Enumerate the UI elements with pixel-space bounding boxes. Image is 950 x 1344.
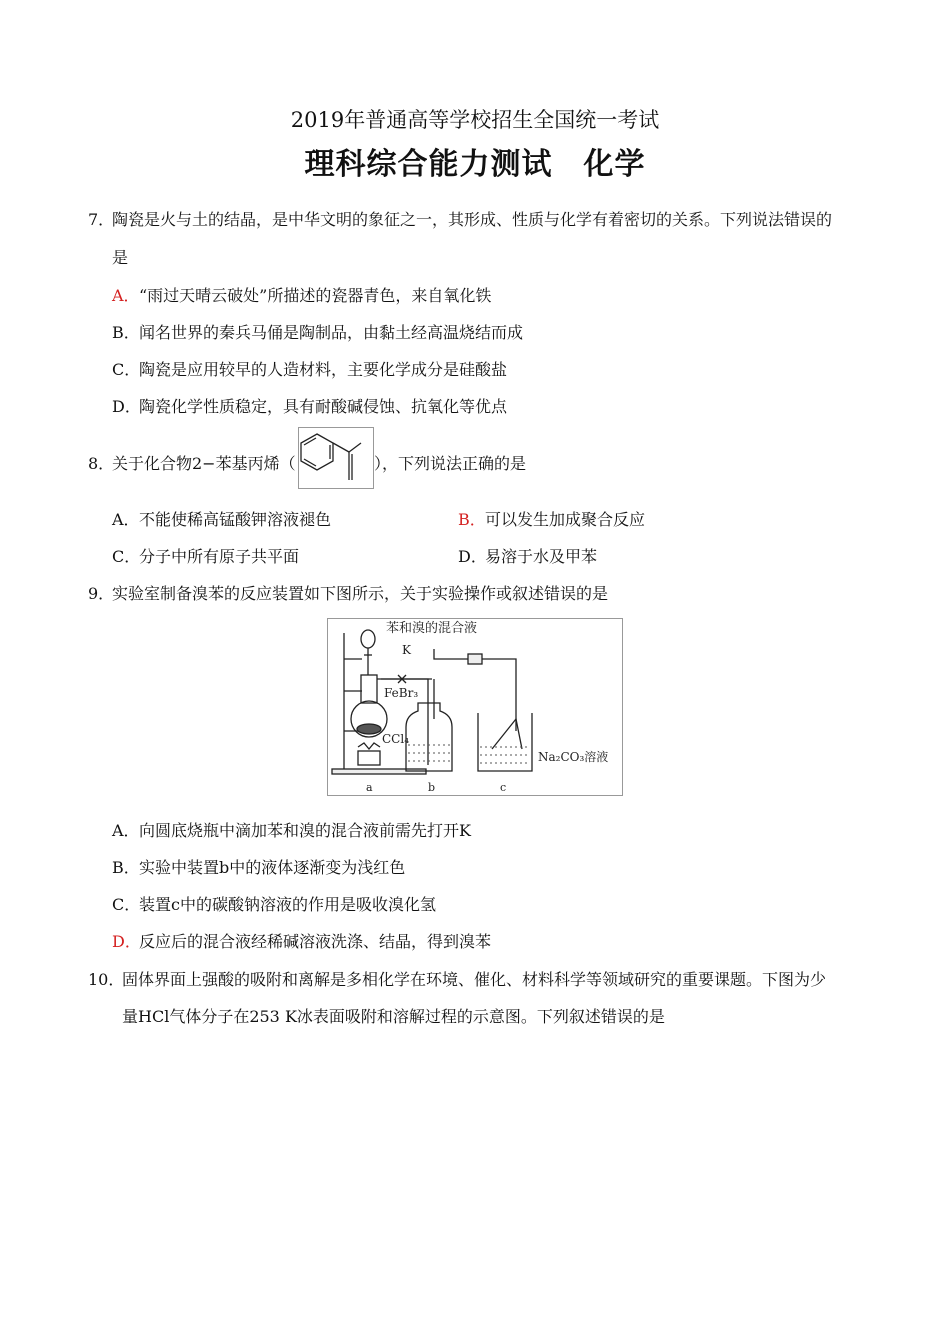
question-stem-continued: 量HCl气体分子在253 K冰表面吸附和溶解过程的示意图。下列叙述错误的是 xyxy=(122,1007,665,1026)
apparatus-diagram xyxy=(328,619,622,795)
option-d-letter: D． xyxy=(112,397,141,416)
option-a-letter: A． xyxy=(112,286,140,305)
question-stem-continued: 是 xyxy=(112,248,129,267)
label-ccl4: CCl₄ xyxy=(382,732,410,746)
structure-2-phenylpropene-image xyxy=(298,427,374,489)
question-stem: 固体界面上强酸的吸附和离解是多相化学在环境、催化、材料科学等领域研究的重要课题。下图为少 xyxy=(122,970,827,989)
exam-subtitle: 理科综合能力测试 化学 xyxy=(304,147,646,182)
question-stem-end: ），下列说法正确的是 xyxy=(374,454,527,473)
option-a: 向圆底烧瓶中滴加苯和溴的混合液前需先打开K xyxy=(139,821,471,840)
option-c: 分子中所有原子共平面 xyxy=(139,547,300,566)
benzene-ring-structure-icon xyxy=(299,428,373,488)
option-a: 不能使稀高锰酸钾溶液褪色 xyxy=(139,510,332,529)
option-d: 易溶于水及甲苯 xyxy=(485,547,598,566)
option-c: 装置c中的碳酸钠溶液的作用是吸收溴化氢 xyxy=(139,895,436,914)
question-number: 10． xyxy=(88,970,125,989)
option-b-letter: B． xyxy=(458,510,486,529)
bromobenzene-apparatus-figure xyxy=(327,618,623,796)
exam-title: 2019年普通高等学校招生全国统一考试 xyxy=(290,108,660,132)
option-b: 实验中装置b中的液体逐渐变为浅红色 xyxy=(139,858,406,877)
option-c-letter: C． xyxy=(112,895,141,914)
question-number: 8． xyxy=(88,454,115,473)
option-c: 陶瓷是应用较早的人造材料，主要化学成分是硅酸盐 xyxy=(139,360,508,379)
option-c-letter: C． xyxy=(112,360,141,379)
option-a-letter: A． xyxy=(112,821,140,840)
option-b-letter: B． xyxy=(112,858,140,877)
option-b: 闻名世界的秦兵马俑是陶制品，由黏土经高温烧结而成 xyxy=(139,323,524,342)
label-mixture: 苯和溴的混合液 xyxy=(386,621,478,636)
option-a-letter: A． xyxy=(112,510,140,529)
label-c: c xyxy=(500,781,507,794)
question-number: 7． xyxy=(88,210,115,229)
label-k-valve: K xyxy=(402,643,411,657)
option-d: 反应后的混合液经稀碱溶液洗涤、结晶，得到溴苯 xyxy=(139,932,492,951)
question-stem: 关于化合物2−苯基丙烯（ xyxy=(112,454,296,473)
option-b-letter: B． xyxy=(112,323,140,342)
option-a: “雨过天晴云破处”所描述的瓷器青色，来自氧化铁 xyxy=(139,286,492,305)
question-stem: 陶瓷是火与土的结晶，是中华文明的象征之一，其形成、性质与化学有着密切的关系。下列说法错误的 xyxy=(112,210,833,229)
question-number: 9． xyxy=(88,584,115,603)
option-d-letter: D． xyxy=(112,932,141,951)
label-b: b xyxy=(428,781,436,794)
option-b: 可以发生加成聚合反应 xyxy=(485,510,646,529)
label-na2co3: Na₂CO₃溶液 xyxy=(538,750,609,764)
question-stem: 实验室制备溴苯的反应装置如下图所示，关于实验操作或叙述错误的是 xyxy=(112,584,609,603)
option-d-letter: D． xyxy=(458,547,487,566)
label-a: a xyxy=(366,781,373,794)
option-d: 陶瓷化学性质稳定，具有耐酸碱侵蚀、抗氧化等优点 xyxy=(139,397,508,416)
label-febr3: FeBr₃ xyxy=(384,686,419,700)
option-c-letter: C． xyxy=(112,547,141,566)
